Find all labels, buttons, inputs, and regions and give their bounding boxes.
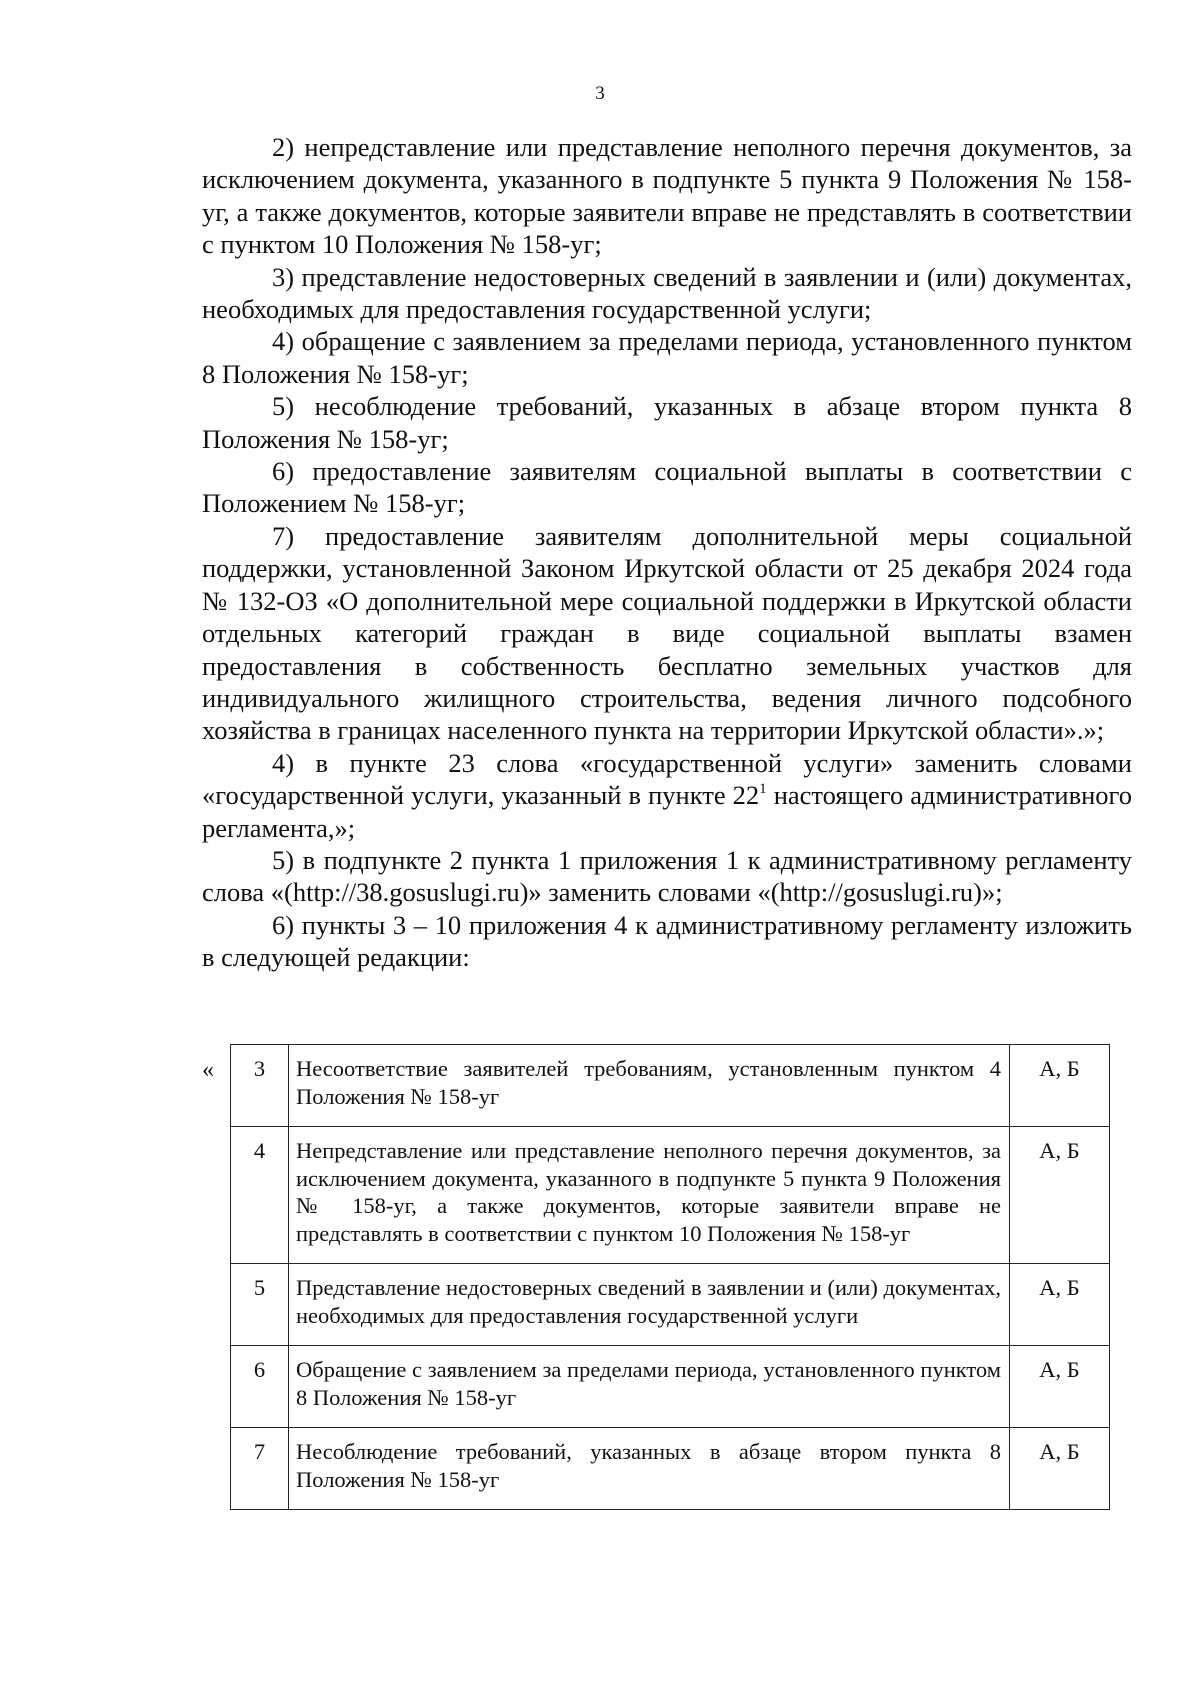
amendment-item-5: 5) в подпункте 2 пункта 1 приложения 1 к административному регламенту слова «(http://38.gosuslugi.ru)» заменить словами «(http://gosuslugi.ru)»;	[202, 844, 1132, 908]
row-category: А, Б	[1010, 1428, 1110, 1510]
row-category: А, Б	[1010, 1264, 1110, 1346]
row-number: 5	[231, 1264, 289, 1346]
paragraph-item-7: 7) предоставление заявителям дополнительной меры социальной поддержки, установленной Законом Иркутской области от 25 декабря 2024 года № 132-ОЗ «О дополнительной мере социальной поддержки в Иркутской области отдельных категорий граждан в виде социальной выплаты взамен предоставления в собственность бесплатно земельных участков для индивидуального жилищного строительства, ведения личного подсобного хозяйства в границах населенного пункта на территории Иркутской области».»;	[202, 520, 1132, 746]
row-number: 6	[231, 1346, 289, 1428]
amendment-table	[230, 1044, 1110, 1510]
table-row	[231, 1045, 1110, 1127]
paragraph-item-5: 5) несоблюдение требований, указанных в абзаце втором пункта 8 Положения № 158-уг;	[202, 391, 1132, 454]
table-row	[231, 1127, 1110, 1264]
paragraph-item-4: 4) обращение с заявлением за пределами периода, установленного пунктом 8 Положения № 158-уг;	[202, 326, 1132, 389]
row-number: 4	[231, 1127, 289, 1264]
row-text: Обращение с заявлением за пределами периода, установленного пунктом 8 Положения № 158-уг	[289, 1346, 1010, 1428]
paragraph-item-3: 3) представление недостоверных сведений в заявлении и (или) документах, необходимых для предоставления государственной услуги;	[202, 261, 1132, 325]
paragraph-item-2: 2) непредставление или представление неполного перечня документов, за исключением документа, указанного в подпункте 5 пункта 9 Положения № 158-уг, а также документов, которые заявители вправе не представлять в соответствии с пунктом 10 Положения № 158-уг;	[202, 132, 1132, 260]
row-text: Несоответствие заявителей требованиям, установленным пунктом 4 Положения № 158-уг	[289, 1045, 1010, 1127]
table-row	[231, 1346, 1110, 1428]
amendment-item-4	[202, 747, 1132, 844]
row-category: А, Б	[1010, 1127, 1110, 1264]
row-category: А, Б	[1010, 1045, 1110, 1127]
table-row	[231, 1428, 1110, 1510]
row-text: Несоблюдение требований, указанных в абзаце втором пункта 8 Положения № 158-уг	[289, 1428, 1010, 1510]
page-number: 3	[595, 83, 605, 104]
amendment-item-4-text: 4) в пункте 23 слова «государственной услуги» заменить словами «государственной услуги, указанный в пункте 22	[202, 747, 1132, 811]
document-body	[202, 131, 1132, 974]
amendment-item-4-text-end: настоящего административного регламента,»;	[202, 780, 1132, 843]
row-text: Непредставление или представление неполного перечня документов, за исключением документа, указанного в подпункте 5 пункта 9 Положения № 158-уг, а также документов, которые заявители вправе не представлять в соответствии с пунктом 10 Положения № 158-уг	[289, 1127, 1010, 1264]
row-category: А, Б	[1010, 1346, 1110, 1428]
table-row	[231, 1264, 1110, 1346]
row-number: 7	[231, 1428, 289, 1510]
row-number: 3	[231, 1045, 289, 1127]
superscript: 1	[759, 781, 767, 798]
amendment-item-6: 6) пункты 3 – 10 приложения 4 к административному регламенту изложить в следующей редакции:	[202, 909, 1132, 973]
paragraph-item-6: 6) предоставление заявителям социальной выплаты в соответствии с Положением № 158-уг;	[202, 456, 1132, 519]
opening-quote: «	[202, 1057, 214, 1083]
row-text: Представление недостоверных сведений в заявлении и (или) документах, необходимых для предоставления государственной услуги	[289, 1264, 1010, 1346]
